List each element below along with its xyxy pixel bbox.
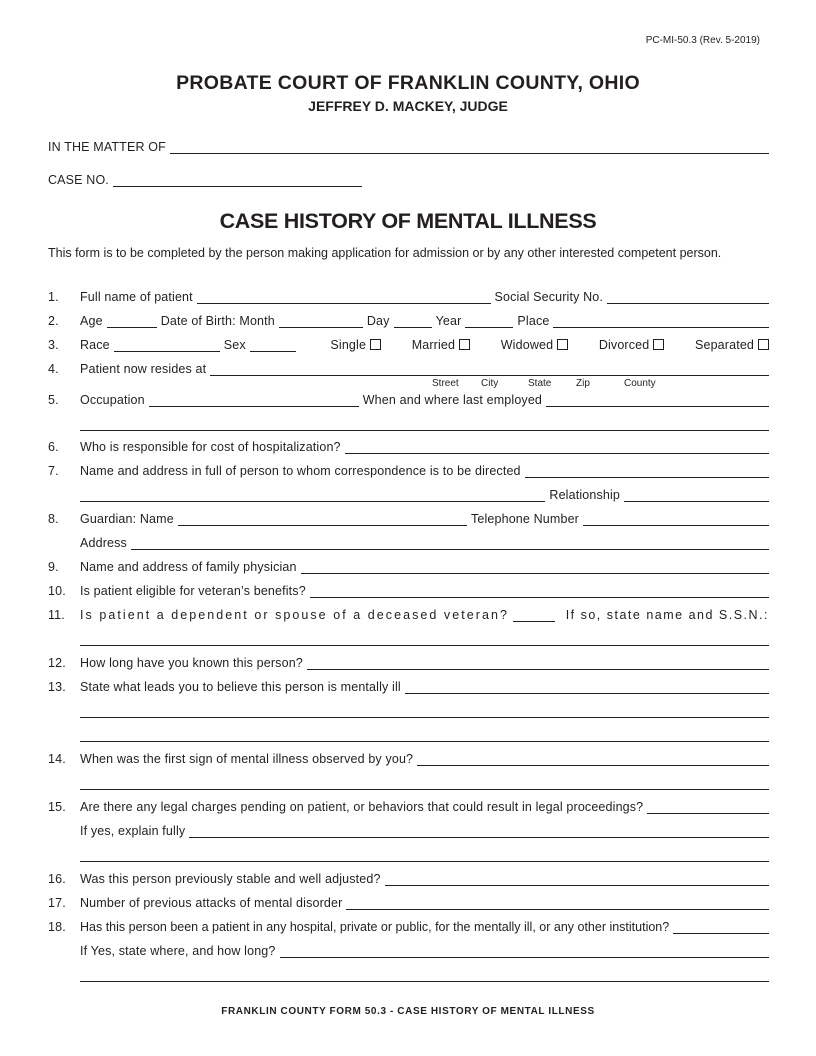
item-15-continued: [80, 847, 769, 865]
birth-place-label: Place: [517, 314, 550, 328]
belief-field[interactable]: [405, 693, 769, 694]
dob-year-field[interactable]: [465, 327, 513, 328]
separated-label: Separated: [694, 338, 755, 352]
item-number: 10.: [48, 584, 66, 598]
legal-charges-label: Are there any legal charges pending on patient, or behaviors that could result in legal proceedings?: [80, 800, 644, 814]
prior-where-field-2[interactable]: [80, 981, 769, 982]
item-13-continued-2: [80, 727, 769, 745]
item-number: 1.: [48, 290, 59, 304]
previous-attacks-label: Number of previous attacks of mental disorder: [80, 896, 343, 910]
prior-patient-label: Has this person been a patient in any hospital, private or public, for the mentally ill, or any other institution?: [80, 920, 670, 934]
patient-name-field[interactable]: [197, 303, 491, 304]
belief-field-2[interactable]: [80, 717, 769, 718]
item-18-continued: [80, 967, 769, 985]
first-sign-field-2[interactable]: [80, 789, 769, 790]
veteran-name-ssn-label: If so, state name and S.S.N.:: [565, 608, 769, 622]
city-caption: City: [481, 378, 499, 389]
item-11: [48, 607, 769, 625]
dob-month-label: Date of Birth: Month: [160, 314, 275, 328]
first-sign-label: When was the first sign of mental illness observed by you?: [80, 752, 414, 766]
court-name: PROBATE COURT OF FRANKLIN COUNTY, OHIO: [176, 72, 640, 94]
form-id: PC-MI-50.3 (Rev. 5-2019): [645, 35, 760, 46]
widowed-checkbox[interactable]: [557, 339, 568, 350]
residence-field[interactable]: [210, 375, 769, 376]
matter-field[interactable]: [170, 153, 769, 154]
veteran-dependent-field[interactable]: [513, 621, 555, 622]
cost-responsible-label: Who is responsible for cost of hospitalization?: [80, 440, 341, 454]
item-number: 15.: [48, 800, 66, 814]
divorced-checkbox[interactable]: [653, 339, 664, 350]
item-17: [48, 895, 769, 913]
correspondence-field[interactable]: [525, 477, 769, 478]
residence-label: Patient now resides at: [80, 362, 207, 376]
occupation-label: Occupation: [80, 393, 145, 407]
legal-explain-field[interactable]: [189, 837, 769, 838]
item-14-continued: [80, 775, 769, 793]
item-18: [48, 919, 769, 937]
item-7-continued: [80, 487, 769, 505]
known-duration-label: How long have you known this person?: [80, 656, 303, 670]
cost-responsible-field[interactable]: [345, 453, 769, 454]
item-number: 12.: [48, 656, 66, 670]
item-12: [48, 655, 769, 673]
last-employed-field-2[interactable]: [80, 430, 769, 431]
patient-name-label: Full name of patient: [80, 290, 193, 304]
prior-patient-field[interactable]: [673, 933, 769, 934]
age-label: Age: [80, 314, 103, 328]
last-employed-field[interactable]: [546, 406, 769, 407]
item-15: [48, 799, 769, 817]
item-number: 2.: [48, 314, 59, 328]
item-3: [48, 337, 769, 355]
item-number: 5.: [48, 393, 59, 407]
prior-where-field[interactable]: [280, 957, 769, 958]
item-number: 11.: [48, 608, 65, 622]
age-field[interactable]: [107, 327, 157, 328]
item-15-explain: [80, 823, 769, 841]
physician-label: Name and address of family physician: [80, 560, 297, 574]
case-no-label: CASE NO.: [48, 173, 109, 187]
item-5-continued: [80, 416, 769, 434]
ssn-label: Social Security No.: [494, 290, 603, 304]
state-caption: State: [528, 378, 552, 389]
item-number: 13.: [48, 680, 66, 694]
dob-day-label: Day: [366, 314, 390, 328]
legal-explain-field-2[interactable]: [80, 861, 769, 862]
previously-stable-field[interactable]: [385, 885, 769, 886]
county-caption: County: [624, 378, 656, 389]
item-number: 8.: [48, 512, 59, 526]
guardian-phone-field[interactable]: [583, 525, 769, 526]
guardian-address-field[interactable]: [131, 549, 769, 550]
item-5: [48, 392, 769, 410]
matter-label: IN THE MATTER OF: [48, 140, 166, 154]
physician-field[interactable]: [301, 573, 769, 574]
dob-month-field[interactable]: [279, 327, 363, 328]
item-number: 18.: [48, 920, 66, 934]
street-caption: Street: [432, 378, 459, 389]
ssn-field[interactable]: [607, 303, 769, 304]
veteran-dependent-label: Is patient a dependent or spouse of a deceased veteran?: [80, 608, 509, 622]
widowed-label: Widowed: [500, 338, 554, 352]
occupation-field[interactable]: [149, 406, 359, 407]
item-7: [48, 463, 769, 481]
matter-row: [48, 139, 769, 157]
birth-place-field[interactable]: [553, 327, 769, 328]
veteran-benefits-label: Is patient eligible for veteran’s benefits?: [80, 584, 306, 598]
item-1: [48, 289, 769, 307]
guardian-name-label: Guardian: Name: [80, 512, 174, 526]
prior-where-label: If Yes, state where, and how long?: [80, 944, 276, 958]
dob-year-label: Year: [435, 314, 462, 328]
last-employed-label: When and where last employed: [362, 393, 543, 407]
zip-caption: Zip: [576, 378, 590, 389]
race-field[interactable]: [114, 351, 220, 352]
veteran-name-ssn-field[interactable]: [80, 645, 769, 646]
belief-label: State what leads you to believe this person is mentally ill: [80, 680, 401, 694]
single-label: Single: [330, 338, 367, 352]
item-14: [48, 751, 769, 769]
dob-day-field[interactable]: [394, 327, 432, 328]
married-checkbox[interactable]: [459, 339, 470, 350]
item-2: [48, 313, 769, 331]
item-8-address: [80, 535, 769, 553]
item-6: [48, 439, 769, 457]
page-title: CASE HISTORY OF MENTAL ILLNESS: [219, 209, 597, 233]
race-label: Race: [80, 338, 110, 352]
correspondence-field-2[interactable]: [80, 501, 545, 502]
guardian-phone-label: Telephone Number: [470, 512, 579, 526]
legal-explain-label: If yes, explain fully: [80, 824, 186, 838]
item-number: 9.: [48, 560, 59, 574]
divorced-label: Divorced: [598, 338, 650, 352]
sex-field[interactable]: [250, 351, 296, 352]
case-no-field[interactable]: [113, 186, 362, 187]
sex-label: Sex: [223, 338, 246, 352]
relationship-label: Relationship: [549, 488, 620, 502]
previous-attacks-field[interactable]: [346, 909, 769, 910]
item-16: [48, 871, 769, 889]
item-8: [48, 511, 769, 529]
item-number: 14.: [48, 752, 66, 766]
legal-charges-field[interactable]: [647, 813, 769, 814]
separated-checkbox[interactable]: [758, 339, 769, 350]
case-no-row: [48, 172, 769, 190]
first-sign-field[interactable]: [417, 765, 769, 766]
single-checkbox[interactable]: [370, 339, 381, 350]
married-label: Married: [411, 338, 456, 352]
item-10: [48, 583, 769, 601]
previously-stable-label: Was this person previously stable and well adjusted?: [80, 872, 381, 886]
item-number: 7.: [48, 464, 59, 478]
item-number: 3.: [48, 338, 59, 352]
known-duration-field[interactable]: [307, 669, 769, 670]
intro-text: This form is to be completed by the person making application for admission or by any other interested competent person.: [48, 246, 722, 260]
item-13: [48, 679, 769, 697]
judge-name: JEFFREY D. MACKEY, JUDGE: [308, 98, 508, 114]
item-18-where: [80, 943, 769, 961]
item-number: 16.: [48, 872, 66, 886]
relationship-field[interactable]: [624, 501, 769, 502]
form-footer: FRANKLIN COUNTY FORM 50.3 - CASE HISTORY OF MENTAL ILLNESS: [221, 1006, 595, 1017]
guardian-name-field[interactable]: [178, 525, 467, 526]
item-9: [48, 559, 769, 577]
item-number: 6.: [48, 440, 59, 454]
item-11-continued: [80, 631, 769, 649]
correspondence-label: Name and address in full of person to whom correspondence is to be directed: [80, 464, 521, 478]
guardian-address-label: Address: [80, 536, 127, 550]
item-4: [48, 361, 769, 379]
item-number: 4.: [48, 362, 59, 376]
item-13-continued-1: [80, 703, 769, 721]
item-number: 17.: [48, 896, 66, 910]
belief-field-3[interactable]: [80, 741, 769, 742]
veteran-benefits-field[interactable]: [310, 597, 769, 598]
